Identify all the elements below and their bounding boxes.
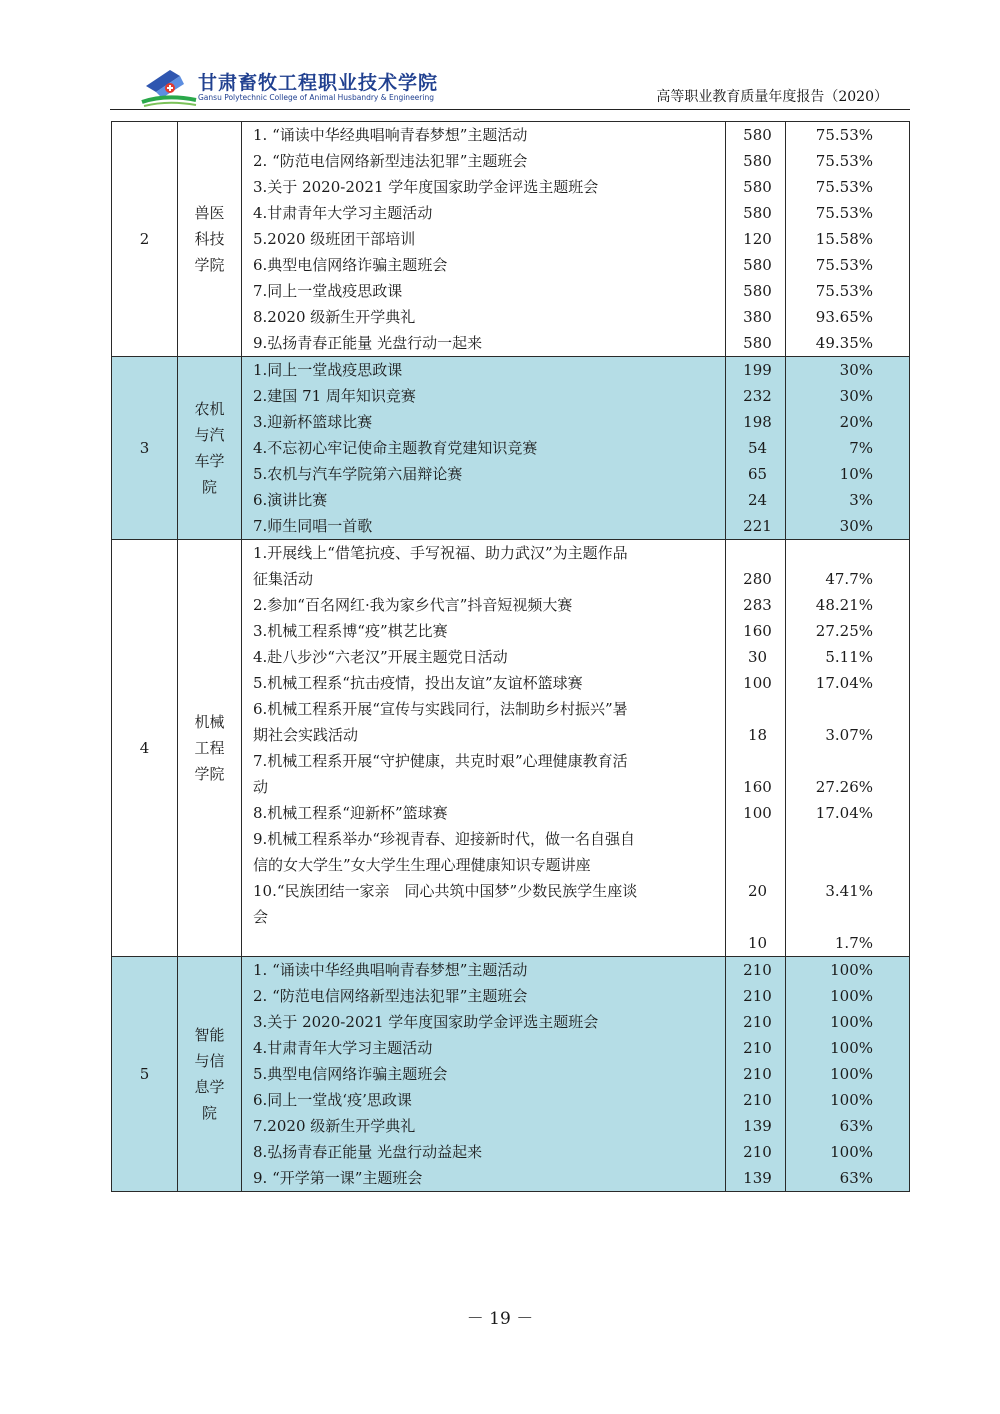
activity-list [242, 122, 726, 357]
participation-rate [786, 748, 909, 774]
participant-count-list [726, 540, 786, 957]
department-name [178, 357, 242, 540]
department-name-line: 机械 [194, 713, 225, 731]
activity-item: 3.关于 2020-2021 学年度国家助学金评选主题班会 [253, 1013, 599, 1031]
activity-item: 7.2020 级新生开学典礼 [253, 1117, 416, 1135]
participation-rate: 100% [830, 1013, 873, 1031]
activity-item: 7.同上一堂战疫思政课 [253, 282, 403, 300]
activity-item: 征集活动 [253, 570, 314, 588]
department-name-line: 学院 [194, 256, 225, 274]
participation-rate: 63% [839, 1117, 873, 1135]
participation-rate: 100% [830, 1065, 873, 1083]
participation-rate: 3.07% [825, 726, 873, 744]
participant-count: 580 [743, 204, 772, 222]
department-name [178, 540, 242, 957]
participation-rate: 3% [849, 491, 873, 509]
activity-item: 1.同上一堂战疫思政课 [253, 361, 403, 379]
participation-rate: 30% [839, 387, 873, 405]
department-name-line: 车学 [194, 452, 225, 470]
participation-rate [786, 904, 909, 930]
activity-item: 5.2020 级班团干部培训 [253, 230, 416, 248]
participation-rate: 27.25% [815, 622, 873, 640]
activity-item: 5.机械工程系“抗击疫情，投出友谊”友谊杯篮球赛 [253, 674, 583, 692]
participation-rate: 3.41% [825, 882, 873, 900]
activity-item: 6.同上一堂战‘疫’思政课 [253, 1091, 412, 1109]
participant-count: 210 [743, 987, 772, 1005]
participant-count: 280 [743, 570, 772, 588]
participant-count: 160 [743, 622, 772, 640]
participation-rate: 75.53% [815, 282, 873, 300]
activity-item: 4.甘肃青年大学习主题活动 [253, 204, 433, 222]
participant-count: 580 [743, 282, 772, 300]
department-name-line: 院 [201, 478, 217, 496]
participant-count: 24 [747, 491, 768, 509]
participant-count: 210 [743, 1039, 772, 1057]
participation-rate-list [786, 540, 910, 957]
activity-item: 4.不忘初心牢记使命主题教育党建知识竞赛 [253, 439, 538, 457]
page-header [110, 62, 910, 110]
department-name-line: 智能 [194, 1026, 225, 1044]
department-name-line: 学院 [194, 765, 225, 783]
participant-count: 580 [743, 126, 772, 144]
department-name-line: 息学 [194, 1078, 225, 1096]
activity-item: 7.师生同唱一首歌 [253, 517, 373, 535]
participant-count: 210 [743, 1065, 772, 1083]
activity-item: 8.2020 级新生开学典礼 [253, 308, 416, 326]
participant-count: 100 [743, 804, 772, 822]
department-name-line: 农机 [194, 400, 225, 418]
activity-item: 5.典型电信网络诈骗主题班会 [253, 1065, 448, 1083]
participation-rate-list [786, 957, 910, 1192]
participant-count: 232 [743, 387, 772, 405]
department-name-line: 工程 [194, 739, 225, 757]
participant-count: 120 [743, 230, 772, 248]
participant-count: 139 [743, 1117, 772, 1135]
participation-rate: 100% [830, 987, 873, 1005]
table-row [112, 540, 910, 957]
participation-rate: 75.53% [815, 256, 873, 274]
participant-count: 160 [743, 778, 772, 796]
participant-count: 580 [743, 178, 772, 196]
row-index: 2 [112, 122, 178, 357]
activity-item: 1. “诵读中华经典唱响青春梦想”主题活动 [253, 961, 528, 979]
row-index: 4 [112, 540, 178, 957]
participation-rate: 93.65% [815, 308, 873, 326]
participant-count: 198 [743, 413, 772, 431]
participant-count: 210 [743, 961, 772, 979]
activity-item: 信的女大学生”女大学生生理心理健康知识专题讲座 [253, 856, 591, 874]
participant-count: 18 [747, 726, 768, 744]
activity-item: 2. “防范电信网络新型违法犯罪”主题班会 [253, 987, 528, 1005]
participation-rate: 75.53% [815, 152, 873, 170]
activity-item: 1.开展线上“借笔抗疫、手写祝福、助力武汉”为主题作品 [253, 544, 628, 562]
participation-rate: 20% [839, 413, 873, 431]
activity-item: 8.机械工程系“迎新杯”篮球赛 [253, 804, 448, 822]
row-index: 5 [112, 957, 178, 1192]
department-name-line: 院 [201, 1104, 217, 1122]
activity-item: 9.机械工程系举办“珍视青春、迎接新时代，做一名自强自 [253, 830, 635, 848]
page-number: － 19 － [466, 1309, 534, 1329]
participation-rate: 48.21% [815, 596, 873, 614]
report-title: 高等职业教育质量年度报告（2020） [656, 89, 888, 105]
participation-rate: 30% [839, 517, 873, 535]
department-name-line: 科技 [194, 230, 225, 248]
activity-item: 6.典型电信网络诈骗主题班会 [253, 256, 448, 274]
participant-count [726, 696, 785, 722]
activity-list [242, 957, 726, 1192]
participant-count: 210 [743, 1091, 772, 1109]
participant-count: 139 [743, 1169, 772, 1187]
activity-item: 2.建国 71 周年知识竞赛 [253, 387, 416, 405]
table-row [112, 357, 910, 540]
participant-count: 65 [747, 465, 768, 483]
department-name-line: 与信 [194, 1052, 225, 1070]
activity-item: 9. “开学第一课”主题班会 [253, 1169, 423, 1187]
activity-list [242, 540, 726, 957]
activity-item: 动 [253, 778, 269, 796]
activity-item: 1. “诵读中华经典唱响青春梦想”主题活动 [253, 126, 528, 144]
activity-item: 9.弘扬青春正能量 光盘行动一起来 [253, 334, 483, 352]
participation-rate: 75.53% [815, 178, 873, 196]
participant-count-list [726, 957, 786, 1192]
activity-item: 2. “防范电信网络新型违法犯罪”主题班会 [253, 152, 528, 170]
department-name-line: 与汽 [194, 426, 225, 444]
participant-count: 199 [743, 361, 772, 379]
participant-count: 54 [747, 439, 768, 457]
participant-count: 30 [747, 648, 768, 666]
participation-rate: 27.26% [815, 778, 873, 796]
participation-rate-list [786, 122, 910, 357]
activity-item: 3.机械工程系博“疫”棋艺比赛 [253, 622, 448, 640]
table-row [112, 122, 910, 357]
participation-rate: 100% [830, 1091, 873, 1109]
participant-count: 210 [743, 1143, 772, 1161]
participation-rate-list [786, 357, 910, 540]
activity-list [242, 357, 726, 540]
participant-count [726, 748, 785, 774]
participation-rate [786, 826, 909, 852]
header-divider [110, 109, 910, 110]
activity-item: 4.甘肃青年大学习主题活动 [253, 1039, 433, 1057]
activity-item: 期社会实践活动 [253, 726, 359, 744]
participation-rate: 10% [839, 465, 873, 483]
participation-rate: 47.7% [825, 570, 873, 588]
row-index: 3 [112, 357, 178, 540]
participant-count [726, 852, 785, 878]
activity-item: 7.机械工程系开展“守护健康，共克时艰”心理健康教育活 [253, 752, 628, 770]
participant-count [726, 904, 785, 930]
participation-rate: 75.53% [815, 204, 873, 222]
participation-rate: 100% [830, 1143, 873, 1161]
activity-item: 5.农机与汽车学院第六届辩论赛 [253, 465, 463, 483]
participant-count: 580 [743, 256, 772, 274]
activity-item: 8.弘扬青春正能量 光盘行动益起来 [253, 1143, 483, 1161]
participation-rate: 1.7% [834, 934, 873, 952]
participant-count: 580 [743, 334, 772, 352]
participation-rate: 100% [830, 1039, 873, 1057]
activity-item [242, 930, 725, 956]
participant-count: 221 [743, 517, 772, 535]
participant-count-list [726, 122, 786, 357]
school-name-cn: 甘肃畜牧工程职业技术学院 [198, 72, 439, 94]
participation-rate: 7% [849, 439, 873, 457]
participation-rate [786, 852, 909, 878]
participant-count-list [726, 357, 786, 540]
participant-count: 380 [743, 308, 772, 326]
participant-count: 580 [743, 152, 772, 170]
participation-rate: 15.58% [815, 230, 873, 248]
participation-rate: 75.53% [815, 126, 873, 144]
participation-rate: 5.11% [825, 648, 873, 666]
participant-count [726, 540, 785, 566]
participant-count: 210 [743, 1013, 772, 1031]
participation-rate [786, 696, 909, 722]
participation-rate: 30% [839, 361, 873, 379]
table-row [112, 957, 910, 1192]
activity-item: 3.迎新杯篮球比赛 [253, 413, 373, 431]
activity-item: 3.关于 2020-2021 学年度国家助学金评选主题班会 [253, 178, 599, 196]
activity-item: 4.赴八步沙“六老汉”开展主题党日活动 [253, 648, 508, 666]
department-name [178, 957, 242, 1192]
participation-rate: 100% [830, 961, 873, 979]
department-name [178, 122, 242, 357]
activity-item: 6.演讲比赛 [253, 491, 328, 509]
participant-count: 10 [747, 934, 768, 952]
school-name-en: Gansu Polytechnic College of Animal Husbandry & Engineering [198, 93, 434, 102]
participant-count: 100 [743, 674, 772, 692]
participation-rate: 63% [839, 1169, 873, 1187]
participant-count: 283 [743, 596, 772, 614]
activity-item: 10.“民族团结一家亲 同心共筑中国梦”少数民族学生座谈 [253, 882, 638, 900]
participant-count: 20 [747, 882, 768, 900]
activity-table [111, 121, 910, 1192]
participation-rate [786, 540, 909, 566]
participation-rate: 17.04% [815, 674, 873, 692]
activity-item: 6.机械工程系开展“宣传与实践同行，法制助乡村振兴”暑 [253, 700, 628, 718]
participant-count [726, 826, 785, 852]
school-logo-icon [140, 64, 198, 108]
activity-item: 2.参加“百名网红·我为家乡代言”抖音短视频大赛 [253, 596, 573, 614]
activity-item: 会 [253, 908, 269, 926]
participation-rate: 49.35% [815, 334, 873, 352]
participation-rate: 17.04% [815, 804, 873, 822]
department-name-line: 兽医 [194, 204, 225, 222]
